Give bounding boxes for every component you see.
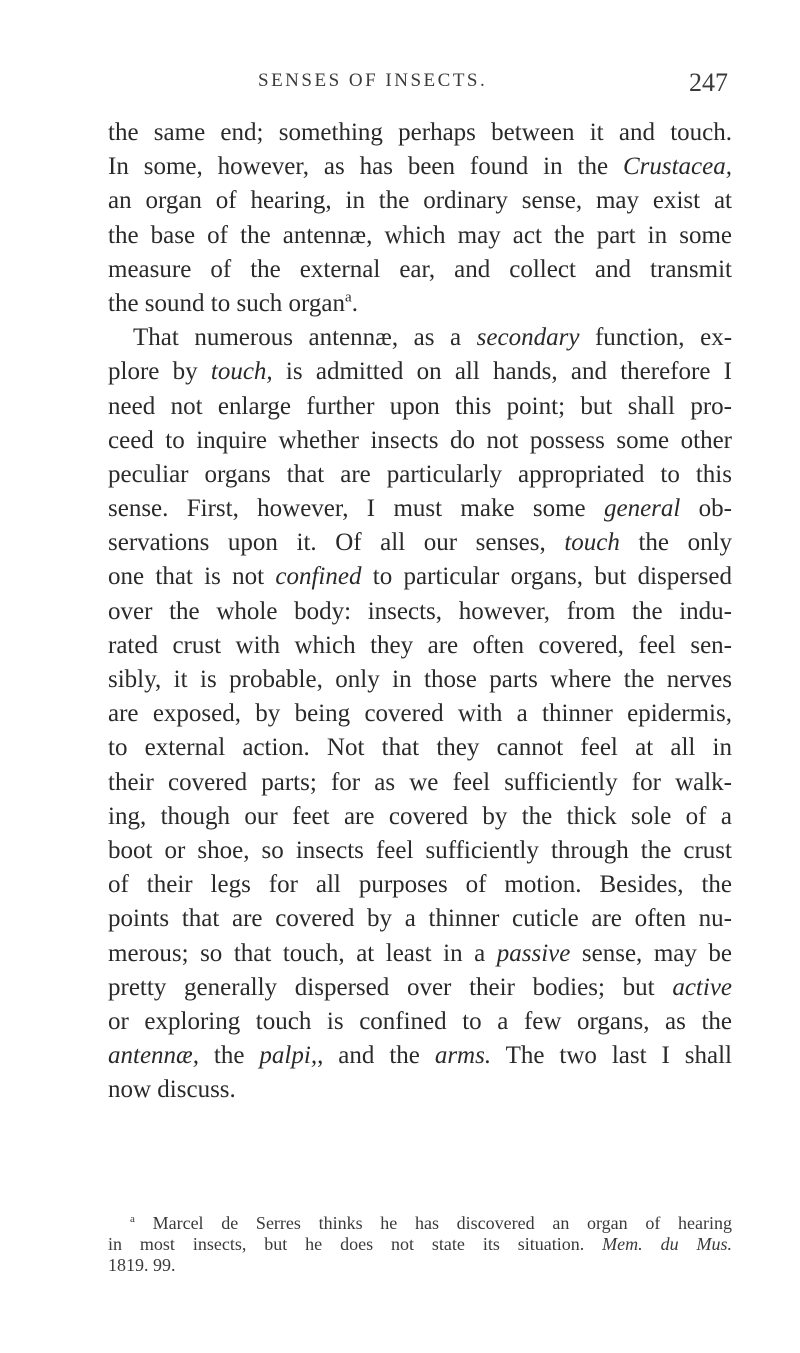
text-line: need not enlarge further upon this point; but shall pro- — [108, 392, 732, 420]
italic-term: antennæ, — [108, 1042, 199, 1070]
footnote-marker: a — [345, 289, 352, 306]
text-line: measure of the external ear, and collect and transmit — [108, 255, 732, 283]
text-line: pretty generally dispersed over their bodies; but active — [108, 973, 733, 1001]
text-line: servations upon it. Of all our senses, touch the only — [108, 529, 733, 557]
text-line: sibly, it is probable, only in those parts where the nerves — [108, 666, 732, 693]
italic-term: general — [603, 495, 681, 523]
italic-term: passive — [496, 939, 571, 967]
text-line: an organ of hearing, in the ordinary sense, may exist at — [108, 187, 732, 215]
text-line: points that are covered by a thinner cuticle are often nu- — [108, 905, 732, 933]
footnote-line: in most insects, but he does not state its situation. Mem. du Mus. — [108, 1234, 732, 1254]
italic-term: arms. — [434, 1042, 492, 1070]
text-line: plore by touch, is admitted on all hands, and therefore I — [108, 358, 732, 386]
text-line: their covered parts; for as we feel sufficiently for walk- — [108, 768, 732, 796]
text-line: over the whole body: insects, however, from the indu- — [108, 597, 732, 625]
text-line: the base of the antennæ, which may act the part in some — [108, 221, 732, 249]
text-line: the same end; something perhaps between it and touch. — [108, 119, 732, 146]
text-line: of their legs for all purposes of motion. Besides, the — [108, 871, 732, 899]
text-line: to external action. Not that they cannot feel at all in — [108, 734, 732, 762]
italic-term: palpi, — [259, 1042, 318, 1070]
text-line: merous; so that touch, at least in a passive sense, may be — [108, 939, 733, 967]
body-text — [108, 116, 732, 1107]
italic-term: secondary — [476, 324, 580, 352]
text-line: ing, though our feet are covered by the thick sole of a — [108, 802, 732, 830]
footnote-line: 1819. 99. — [108, 1255, 176, 1275]
text-line: That numerous antennæ, as a secondary function, ex- — [133, 324, 733, 352]
footnote-reference: Mem. du Mus. — [602, 1234, 732, 1254]
text-line: peculiar organs that are particularly appropriated to this — [108, 460, 732, 488]
page-number: 247 — [689, 68, 728, 97]
footnote — [108, 1213, 732, 1276]
italic-term: confined — [275, 563, 362, 591]
footnote-line: $^a$ Marcel de Serres thinks he has discovered an organ of hearing — [130, 1213, 733, 1233]
text-line: are exposed, by being covered with a thinner epidermis, — [108, 700, 732, 728]
text-line: boot or shoe, so insects feel sufficiently through the crust — [108, 836, 732, 864]
text-line: the sound to such organ$^a$. — [108, 289, 358, 317]
footnote-marker: a — [130, 1213, 135, 1225]
text-line: rated crust with which they are often covered, feel sen- — [108, 631, 732, 659]
running-head: SENSES OF INSECTS. — [258, 70, 488, 91]
text-line: now discuss. — [108, 1076, 236, 1104]
text-line: sense. First, however, I must make some general ob- — [108, 495, 732, 523]
text-line: one that is not confined to particular organs, but dispersed — [108, 563, 732, 591]
text-line: In some, however, as has been found in the Crustacea, — [108, 153, 732, 181]
italic-term: Crustacea, — [622, 153, 732, 181]
page-header — [258, 70, 728, 100]
text-line: or exploring touch is confined to a few organs, as the — [108, 1007, 732, 1035]
italic-term: touch — [564, 529, 620, 557]
text-line: antennæ, the palpi,, and the arms. The two last I shall — [108, 1042, 733, 1070]
text-line: ceed to inquire whether insects do not possess some other — [108, 426, 732, 454]
italic-term: touch, — [210, 358, 273, 386]
italic-term: active — [672, 973, 733, 1001]
